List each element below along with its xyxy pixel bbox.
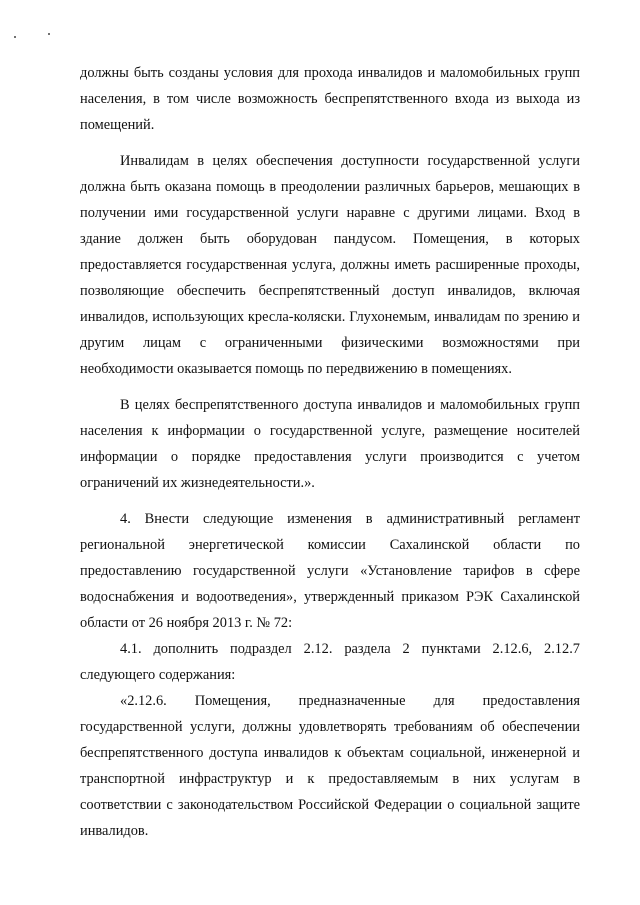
scan-speck xyxy=(14,36,16,38)
document-body xyxy=(80,60,580,844)
paragraph-clause-2-12-6: «2.12.6. Помещения, предназначенные для предоставления государственной услуги, должны удовлетворять требованиям об обеспечении беспрепятственного доступа инвалидов к объектам социальной, инженерной и транспортной инфраструктур и к предоставляемым в них услугам в соответствии с законодательством Российской Федерации о социальной защите инвалидов. xyxy=(80,693,580,839)
paragraph-continuation: должны быть созданы условия для прохода инвалидов и маломобильных групп населения, в том числе возможность беспрепятственного входа из выхода из помещений. xyxy=(80,65,580,133)
paragraph-disabled-assistance: Инвалидам в целях обеспечения доступности государственной услуги должна быть оказана помощь в преодолении различных барьеров, мешающих в получении ими государственной услуги наравне с другими лицами. Вход в здание должен быть оборудован пандусом. Помещения, в которых предоставляется государственная услуга, должны иметь расширенные проходы, позволяющие обеспечить беспрепятственный доступ инвалидов, включая инвалидов, использующих кресла-коляски. Глухонемым, инвалидам по зрению и другим лицам с ограниченными физическими возможностями при необходимости оказывается помощь по передвижению в помещениях. xyxy=(80,153,580,377)
paragraph-item-4: 4. Внести следующие изменения в административный регламент региональной энергетической комиссии Сахалинской области по предоставлению государственной услуги «Установление тарифов в сфере водоснабжения и водоотведения», утвержденный приказом РЭК Сахалинской области от 26 ноября 2013 г. № 72: xyxy=(80,511,580,631)
paragraph-information-access: В целях беспрепятственного доступа инвалидов и маломобильных групп населения к информации о государственной услуге, размещение носителей информации о порядке предоставления услуги производится с учетом ограничений их жизнедеятельности.». xyxy=(80,397,580,491)
paragraph-item-4-1: 4.1. дополнить подраздел 2.12. раздела 2 пунктами 2.12.6, 2.12.7 следующего содержания: xyxy=(80,641,580,683)
scan-speck xyxy=(48,33,50,35)
